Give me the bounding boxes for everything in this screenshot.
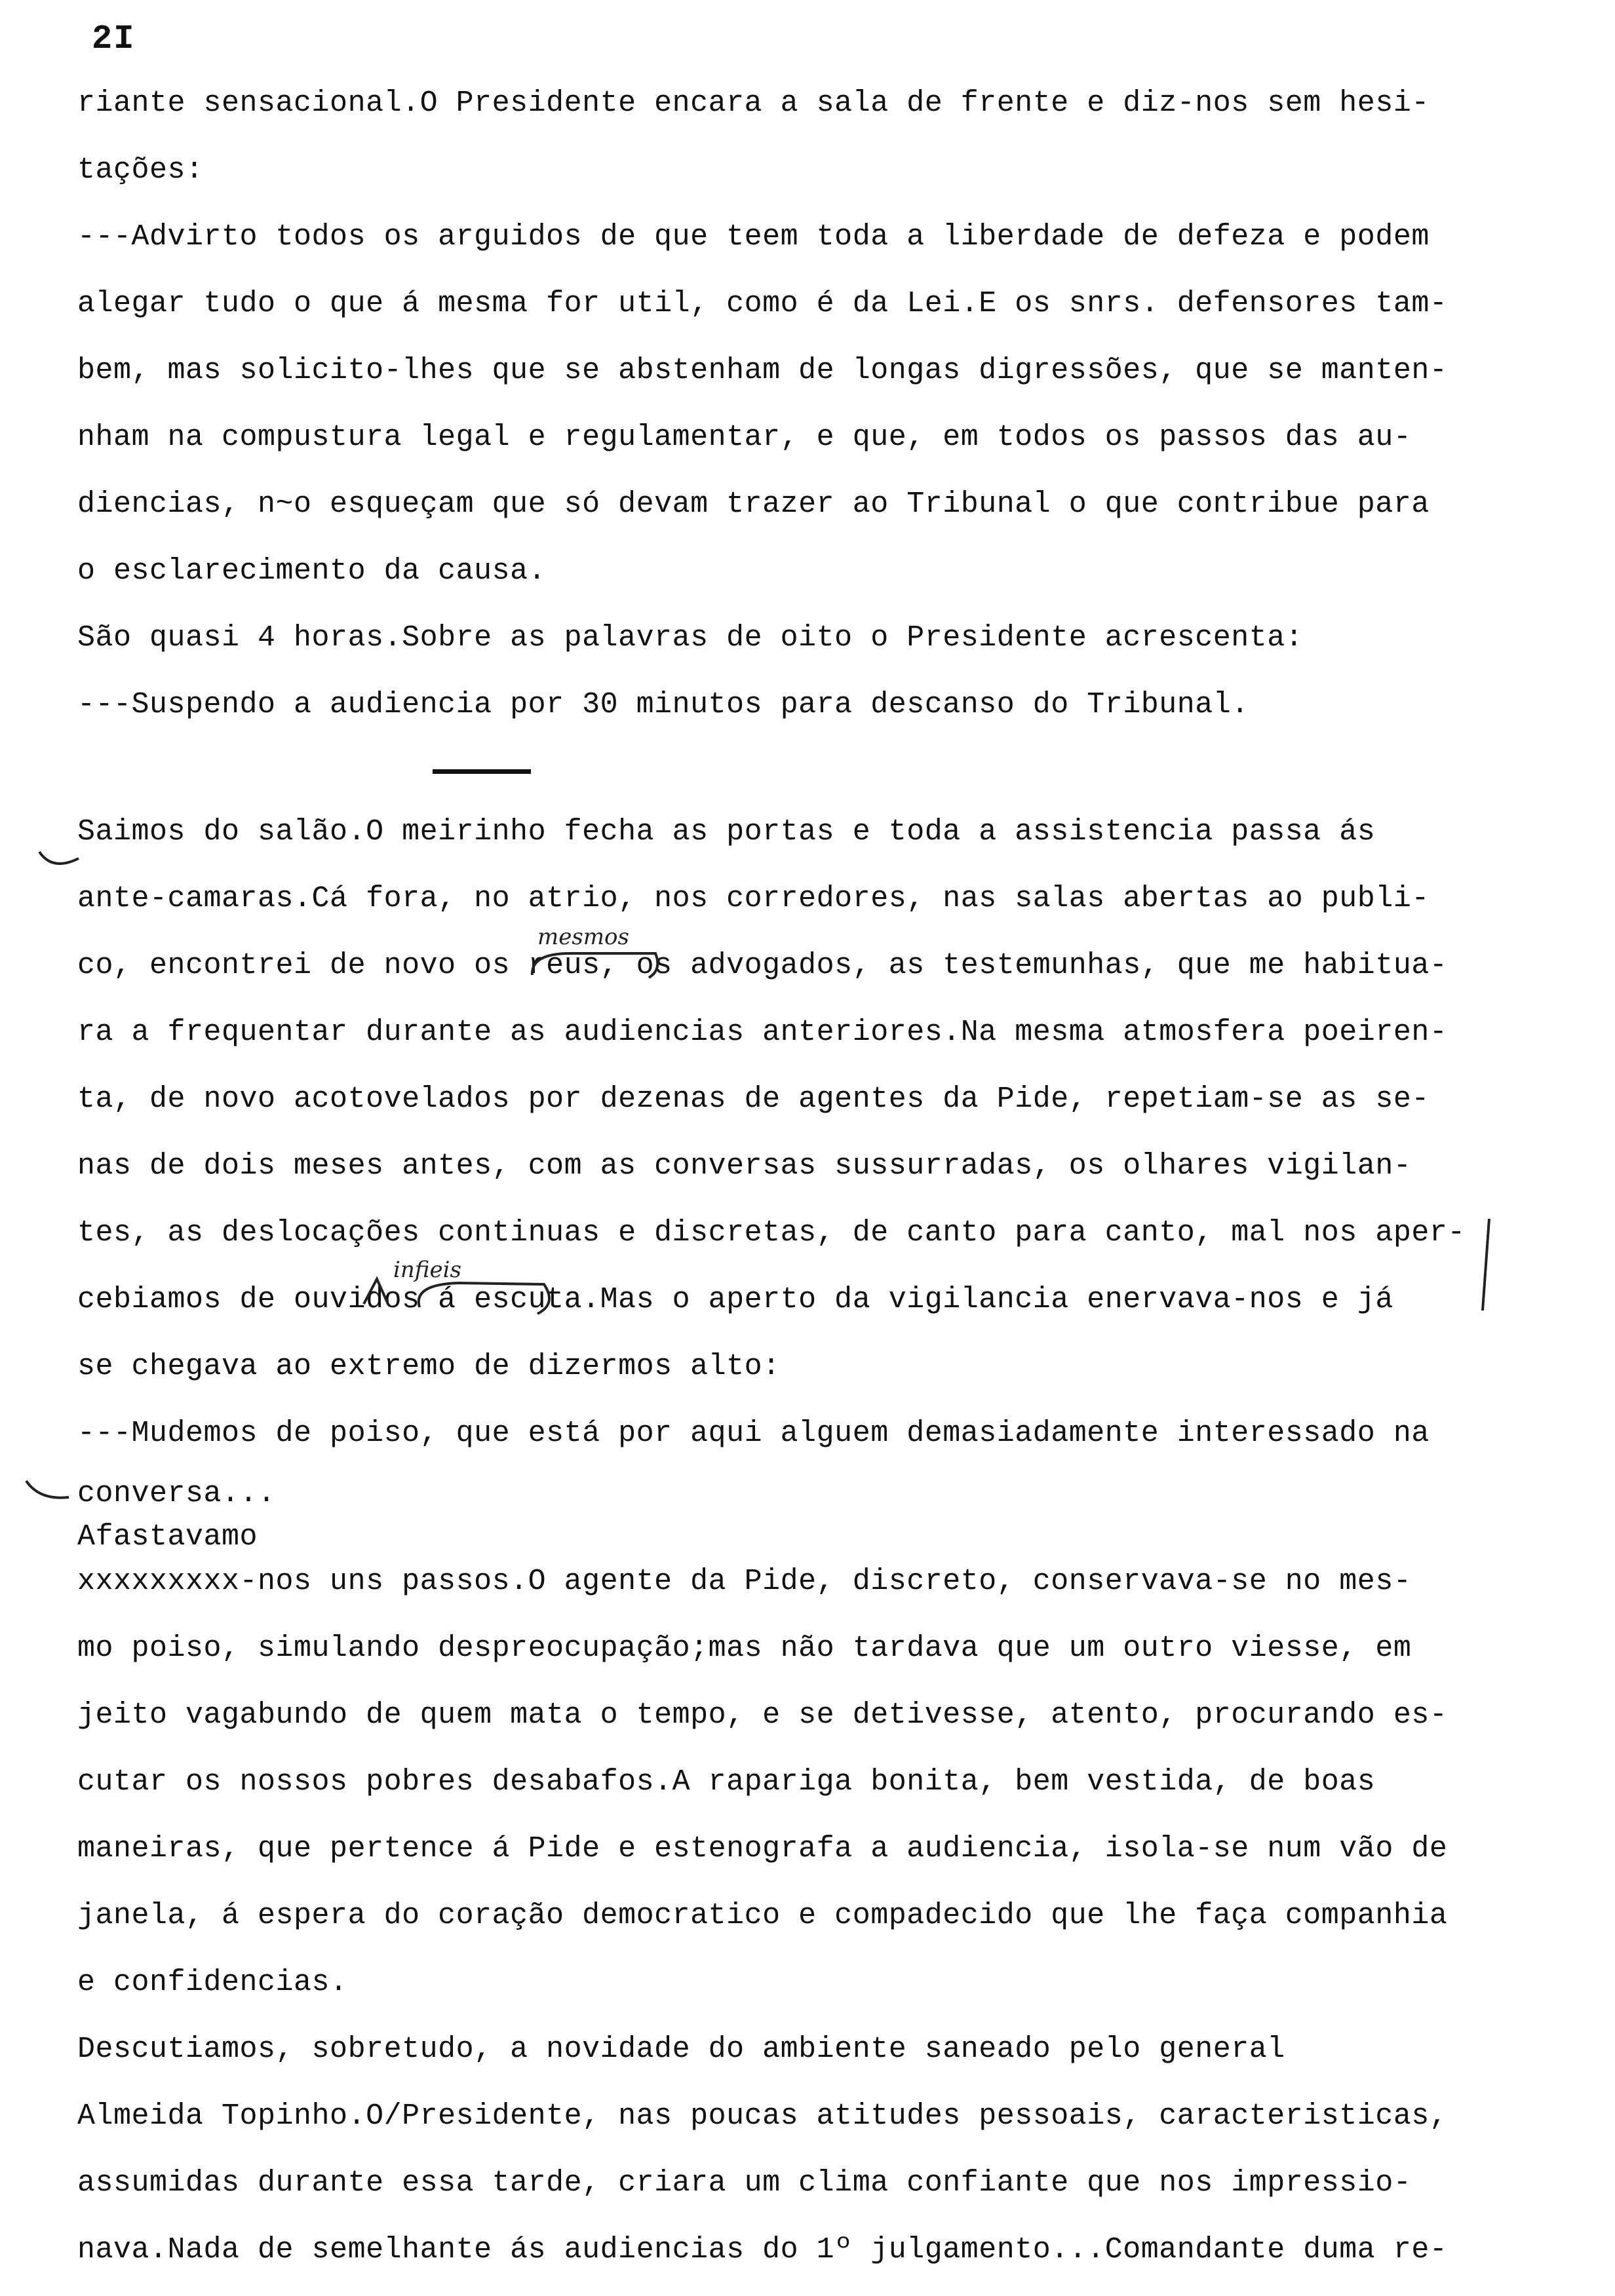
text-line: tes, as deslocações continuas e discretas, de canto para canto, mal nos aper- xyxy=(77,1216,1466,1250)
text-line: e confidencias. xyxy=(77,1966,348,1999)
text-line: ta, de novo acotovelados por dezenas de agentes da Pide, repetiam-se as se- xyxy=(77,1082,1430,1116)
text-line: Almeida Topinho.O/Presidente, nas poucas atitudes pessoais, caracteristicas, xyxy=(77,2099,1448,2133)
text-line: o esclarecimento da causa. xyxy=(77,554,547,588)
handwritten-insert: infieis xyxy=(393,1257,461,1283)
text-line: tações: xyxy=(77,153,204,187)
text-line: nas de dois meses antes, com as conversas sussurradas, os olhares vigilan- xyxy=(77,1149,1412,1183)
text-line: Saimos do salão.O meirinho fecha as portas e toda a assistencia passa ás xyxy=(77,815,1376,849)
text-line: ra a frequentar durante as audiencias anteriores.Na mesma atmosfera poeiren- xyxy=(77,1016,1448,1049)
text-line: riante sensacional.O Presidente encara a sala de frente e diz-nos sem hesi- xyxy=(77,86,1430,120)
text-line: Descutiamos, sobretudo, a novidade do ambiente saneado pelo general xyxy=(77,2033,1285,2066)
margin-curve-mark xyxy=(26,1481,69,1498)
text-line: alegar tudo o que á mesma for util, como é da Lei.E os snrs. defensores tam- xyxy=(77,287,1448,320)
text-line: ---Mudemos de poiso, que está por aqui alguem demasiadamente interessado na xyxy=(77,1417,1430,1450)
text-line: cutar os nossos pobres desabafos.A rapariga bonita, bem vestida, de boas xyxy=(77,1765,1376,1799)
text-line: mo poiso, simulando despreocupação;mas não tardava que um outro viesse, em xyxy=(77,1632,1412,1665)
text-line: maneiras, que pertence á Pide e estenografa a audiencia, isola-se num vão de xyxy=(77,1832,1448,1866)
text-line: Afastavamo xyxy=(77,1520,258,1554)
text-line: ---Advirto todos os arguidos de que teem toda a liberdade de defeza e podem xyxy=(77,220,1430,254)
text-line: janela, á espera do coração democratico e compadecido que lhe faça companhia xyxy=(77,1899,1448,1932)
text-line: cebiamos de ouvidos á escuta.Mas o aperto da vigilancia enervava-nos e já xyxy=(77,1283,1393,1316)
split-slash-mark xyxy=(1483,1219,1489,1311)
text-line: diencias, n~o esqueçam que só devam trazer ao Tribunal o que contribue para xyxy=(77,488,1430,521)
text-line: assumidas durante essa tarde, criara um clima confiante que nos impressio- xyxy=(77,2166,1412,2200)
page-number: 2I xyxy=(92,20,136,58)
text-line: ---Suspendo a audiencia por 30 minutos para descanso do Tribunal. xyxy=(77,688,1249,721)
margin-curve-mark xyxy=(39,852,79,864)
text-line: São quasi 4 horas.Sobre as palavras de oito o Presidente acrescenta: xyxy=(77,621,1304,655)
handwritten-insert: mesmos xyxy=(537,924,629,950)
text-line: xxxxxxxxx-nos uns passos.O agente da Pide, discreto, conservava-se no mes- xyxy=(77,1565,1412,1598)
text-line: conversa... xyxy=(77,1477,276,1510)
text-line: bem, mas solicito-lhes que se abstenham de longas digressões, que se manten- xyxy=(77,354,1448,387)
text-line: ante-camaras.Cá fora, no atrio, nos corredores, nas salas abertas ao publi- xyxy=(77,882,1430,915)
text-line: jeito vagabundo de quem mata o tempo, e se detivesse, atento, procurando es- xyxy=(77,1698,1448,1732)
section-separator xyxy=(433,769,531,774)
text-line: se chegava ao extremo de dizermos alto: xyxy=(77,1350,781,1383)
text-line: co, encontrei de novo os reus, os advogados, as testemunhas, que me habitua- xyxy=(77,949,1448,982)
text-line: nham na compustura legal e regulamentar, e que, em todos os passos das au- xyxy=(77,421,1412,454)
text-line: nava.Nada de semelhante ás audiencias do 1º julgamento...Comandante duma re- xyxy=(77,2233,1448,2267)
